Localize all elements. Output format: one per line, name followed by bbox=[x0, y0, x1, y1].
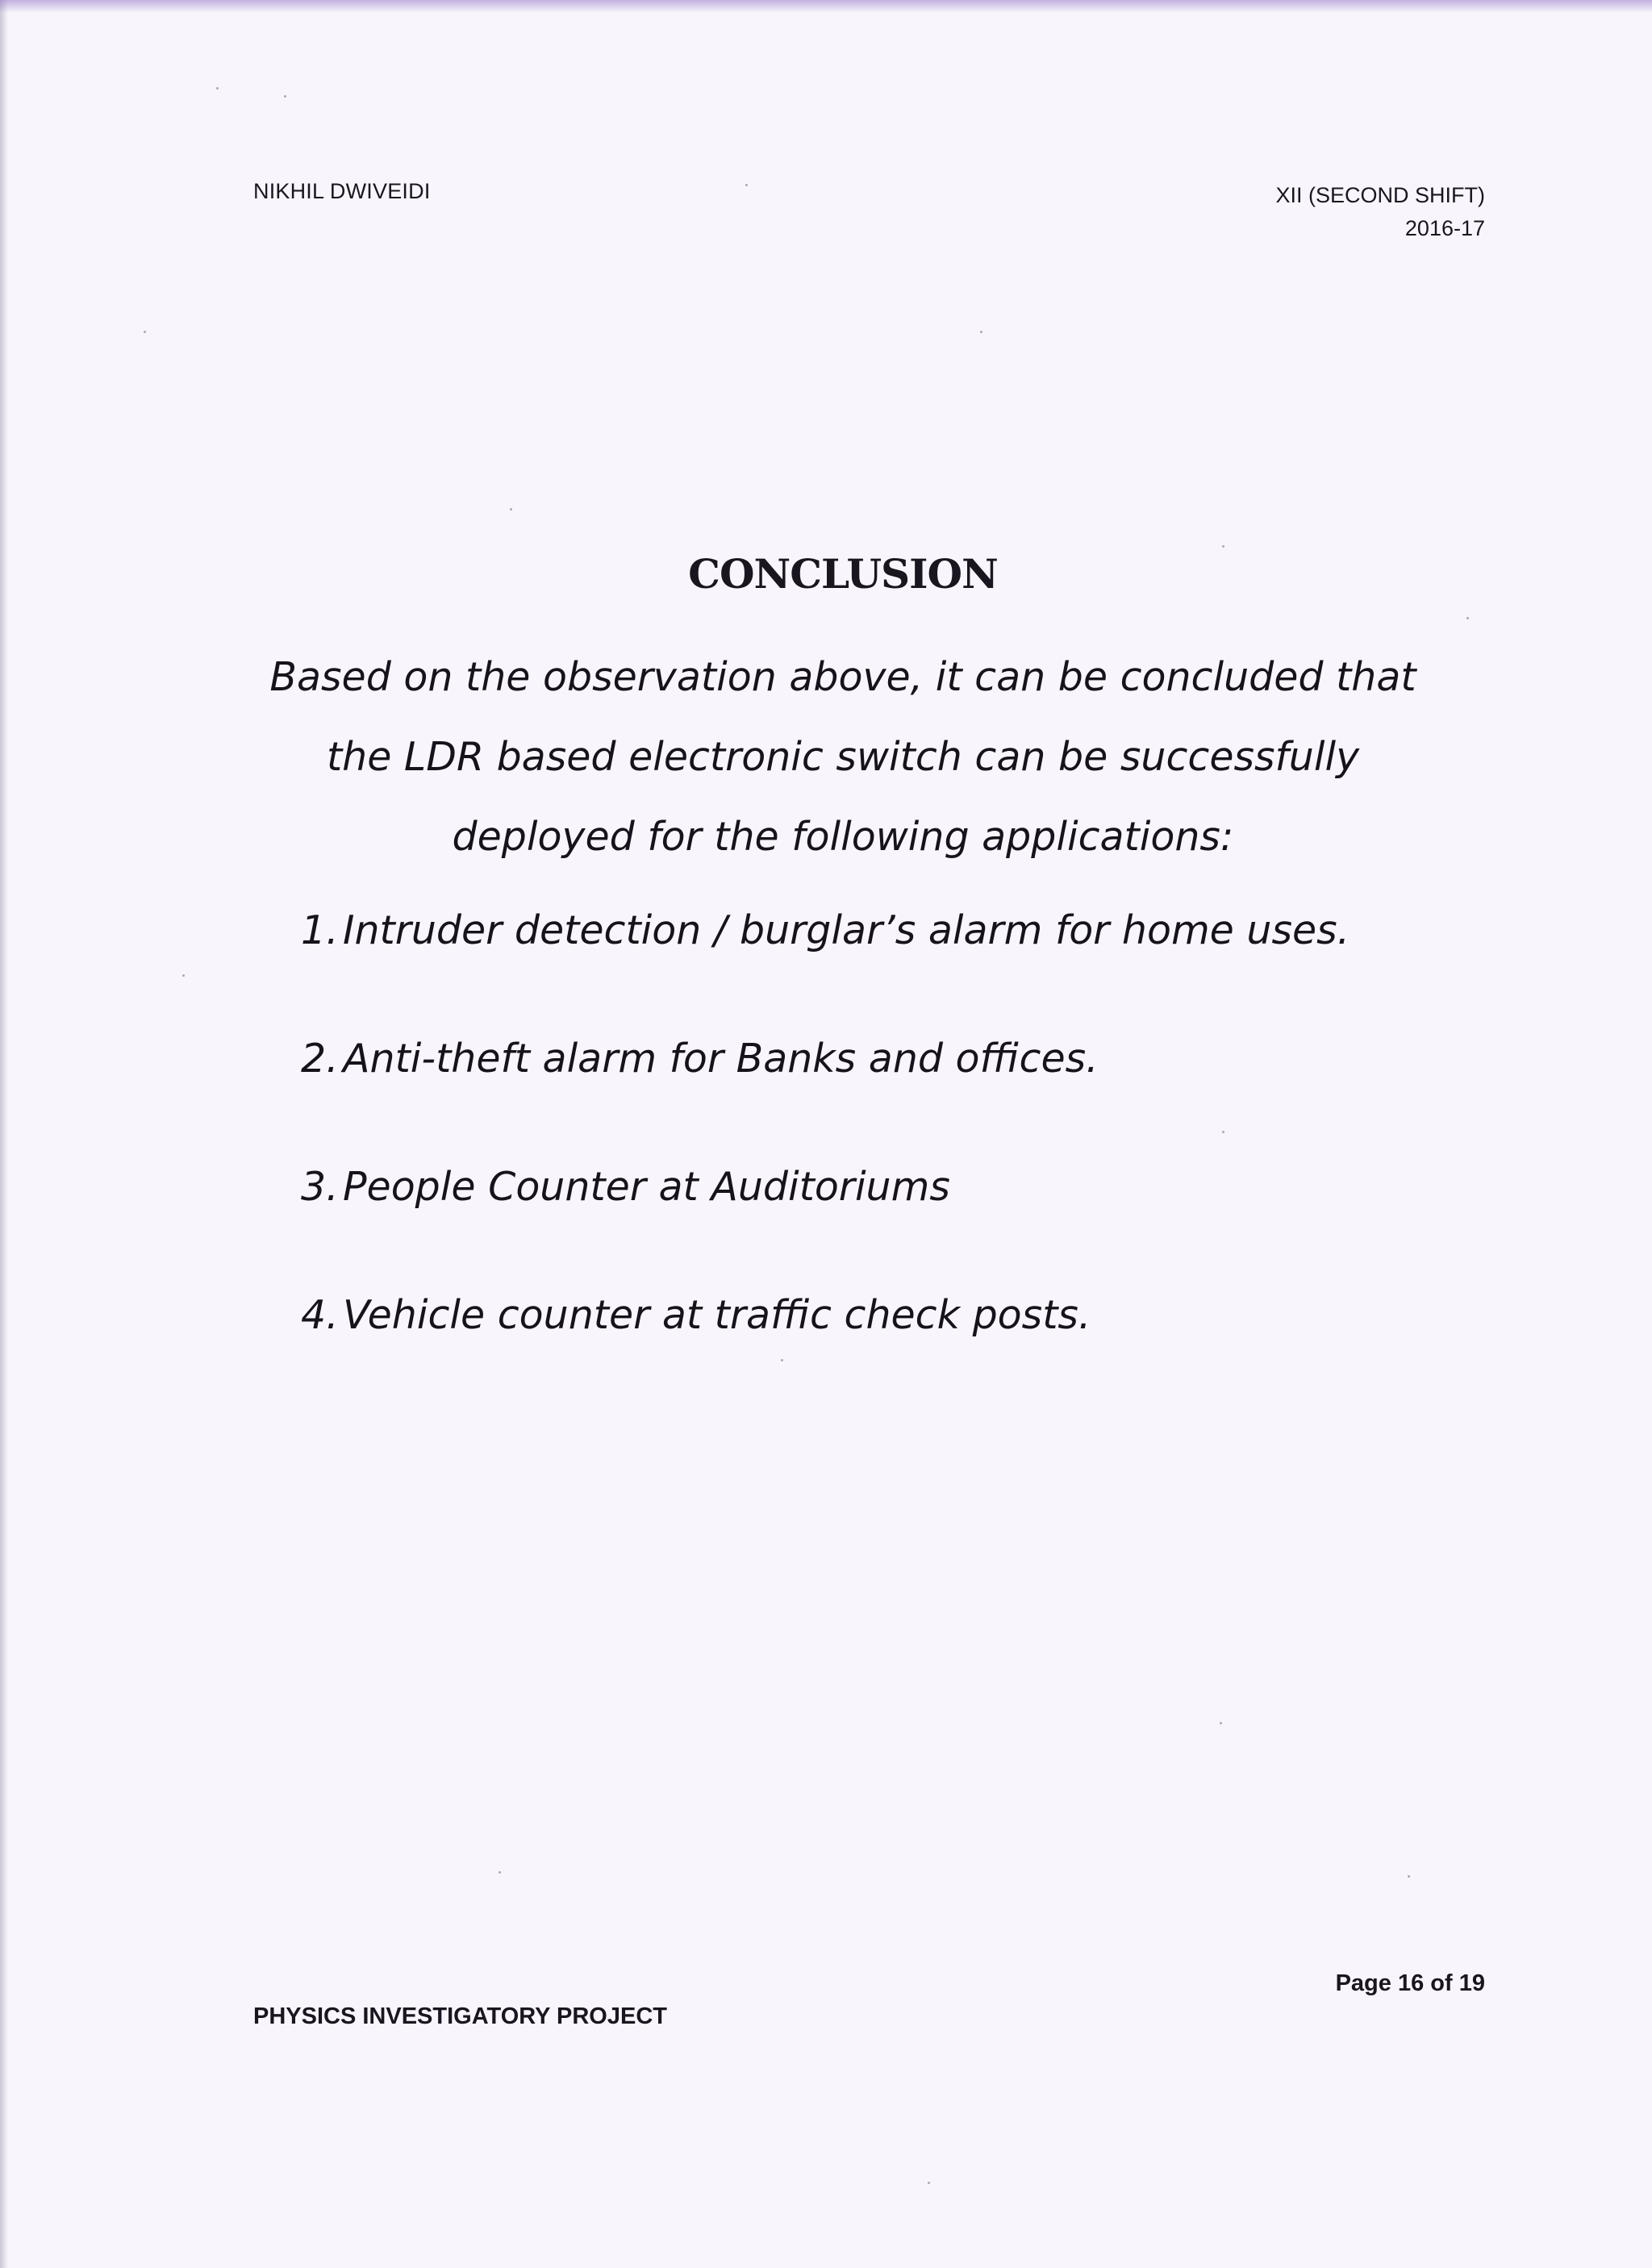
page-title: CONCLUSION bbox=[688, 550, 998, 598]
intro-line: the LDR based electronic switch can be successfully bbox=[326, 734, 1360, 780]
speck bbox=[1408, 1875, 1410, 1878]
speck bbox=[980, 331, 982, 333]
intro-line: deployed for the following applications: bbox=[452, 814, 1234, 860]
header-right bbox=[1275, 179, 1485, 245]
author-name: NIKHIL DWIVEIDI bbox=[253, 179, 431, 203]
item-number: 2. bbox=[301, 1036, 339, 1082]
intro-line: Based on the observation above, it can be concluded that bbox=[269, 654, 1416, 700]
speck bbox=[216, 87, 219, 90]
page-of: of bbox=[1430, 1970, 1453, 1996]
item-text: Vehicle counter at traffic check posts. bbox=[343, 1292, 1091, 1338]
list-item bbox=[301, 1028, 1350, 1157]
applications-list bbox=[301, 900, 1350, 1413]
page-prefix: Page bbox=[1335, 1970, 1391, 1996]
speck bbox=[284, 95, 286, 98]
session-year: 2016-17 bbox=[1404, 216, 1485, 240]
speck bbox=[1222, 545, 1224, 548]
speck bbox=[499, 1871, 501, 1874]
page-current: 16 bbox=[1397, 1970, 1425, 1996]
item-number: 3. bbox=[301, 1164, 339, 1210]
speck bbox=[144, 331, 146, 333]
speck bbox=[928, 2182, 930, 2184]
item-number: 4. bbox=[301, 1292, 339, 1338]
speck bbox=[1466, 617, 1469, 619]
conclusion-intro bbox=[0, 637, 1652, 877]
speck bbox=[745, 184, 748, 186]
list-item bbox=[301, 1157, 1350, 1285]
speck bbox=[510, 508, 512, 511]
project-title: PHYSICS INVESTIGATORY PROJECT bbox=[253, 2003, 667, 2029]
item-text: People Counter at Auditoriums bbox=[343, 1164, 950, 1210]
class-shift: XII (SECOND SHIFT) bbox=[1275, 183, 1485, 207]
list-item bbox=[301, 1285, 1350, 1413]
item-number: 1. bbox=[301, 907, 339, 953]
speck bbox=[182, 974, 185, 977]
speck bbox=[1220, 1722, 1222, 1724]
item-text: Intruder detection / burglar’s alarm for home uses. bbox=[343, 907, 1350, 953]
page-total: 19 bbox=[1458, 1970, 1485, 1996]
page-number bbox=[1336, 1970, 1485, 1997]
item-text: Anti-theft alarm for Banks and offices. bbox=[343, 1036, 1099, 1082]
list-item bbox=[301, 900, 1350, 1028]
